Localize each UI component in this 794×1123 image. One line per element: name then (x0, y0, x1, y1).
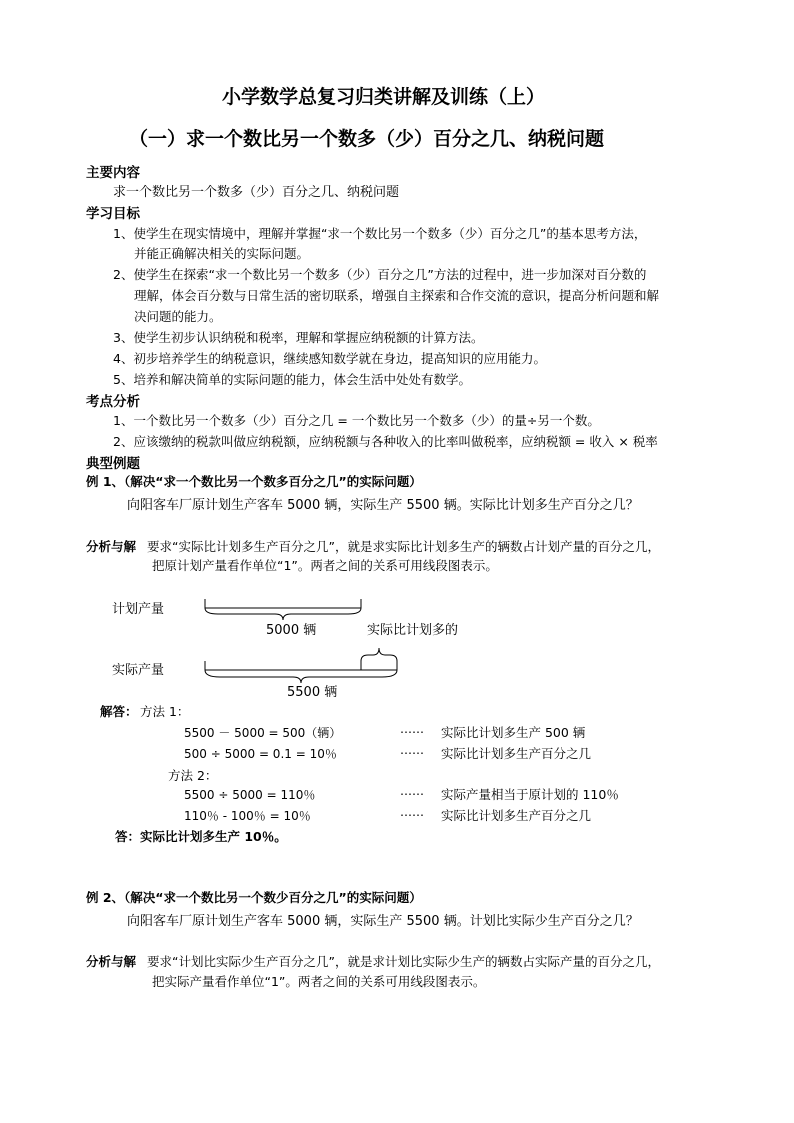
example1-analysis-line-2: 把原计划产量看作单位“1”。两者之间的关系可用线段图表示。 (152, 558, 498, 573)
example1-analysis-line-1: 要求“实际比计划多生产百分之几”，就是求实际比计划多生产的辆数占计划产量的百分之几， (147, 539, 660, 554)
main-content-text: 求一个数比另一个数多（少）百分之几、纳税问题 (113, 185, 400, 200)
example1-analysis-label: 分析与解 (86, 539, 137, 554)
example2-analysis-label: 分析与解 (86, 954, 137, 969)
method1-step-2-dots: …… (400, 743, 424, 757)
example2-analysis-line-1: 要求“计划比实际少生产百分之几”，就是求计划比实际少生产的辆数占实际产量的百分之几， (147, 954, 660, 969)
diagram-plan-value: 5000 辆 (266, 623, 317, 638)
goal-item-2-line-1: 2、使学生在探索“求一个数比另一个数多（少）百分之几”方法的过程中，进一步加深对百分数的 (113, 267, 647, 282)
analysis-heading: 考点分析 (86, 394, 140, 410)
method2-step-2-dots: …… (400, 805, 424, 819)
method1-step-2-note: 实际比计划多生产百分之几 (441, 746, 592, 761)
goal-item-5: 5、培养和解决简单的实际问题的能力，体会生活中处处有数学。 (113, 372, 471, 387)
example1-answer: 答：实际比计划多生产 10％。 (115, 829, 287, 844)
method1-step-2-expr: 500 ÷ 5000 = 0.1 = 10％ (184, 747, 337, 761)
diagram-actual-label: 实际产量 (112, 663, 165, 678)
method2-step-1-expr: 5500 ÷ 5000 = 110％ (184, 788, 316, 802)
goal-item-1-line-2: 并能正确解决相关的实际问题。 (134, 246, 310, 261)
method1-label: 方法 1： (140, 704, 190, 719)
example1-problem: 向阳客车厂原计划生产客车 5000 辆，实际生产 5500 辆。实际比计划多生产百分之几？ (127, 498, 639, 513)
goals-heading: 学习目标 (86, 206, 140, 222)
diagram-extra-label: 实际比计划多的 (367, 623, 459, 638)
method2-step-2-expr: 110％ - 100％ = 10％ (184, 809, 311, 823)
method2-step-1-dots: …… (400, 784, 424, 798)
goal-item-2-line-2: 理解，体会百分数与日常生活的密切联系，增强自主探索和合作交流的意识，提高分析问题和解 (134, 288, 660, 303)
method1-step-1-expr: 5500 － 5000 = 500（辆） (184, 726, 342, 740)
method2-step-2-note: 实际比计划多生产百分之几 (441, 808, 592, 823)
method2-label: 方法 2： (168, 768, 218, 783)
section-title: （一）求一个数比另一个数多（少）百分之几、纳税问题 (129, 128, 605, 150)
goal-item-3: 3、使学生初步认识纳税和税率，理解和掌握应纳税额的计算方法。 (113, 330, 484, 345)
diagram-plan-label: 计划产量 (112, 602, 165, 617)
example2-problem: 向阳客车厂原计划生产客车 5000 辆，实际生产 5500 辆。计划比实际少生产百分之几？ (127, 914, 639, 929)
examples-heading: 典型例题 (86, 456, 140, 472)
example2-analysis-line-2: 把实际产量看作单位“1”。两者之间的关系可用线段图表示。 (152, 974, 486, 989)
analysis-item-1: 1、一个数比另一个数多（少）百分之几 = 一个数比另一个数多（少）的量÷另一个数。 (113, 413, 600, 428)
goal-item-4: 4、初步培养学生的纳税意识，继续感知数学就在身边，提高知识的应用能力。 (113, 351, 546, 366)
method2-step-1-note: 实际产量相当于原计划的 110％ (441, 787, 619, 802)
method1-step-1-note: 实际比计划多生产 500 辆 (441, 725, 586, 740)
goal-item-1-line-1: 1、使学生在现实情境中，理解并掌握“求一个数比另一个数多（少）百分之几”的基本思考方法， (113, 226, 647, 241)
example1-title: 例 1、（解决“求一个数比另一个数多百分之几”的实际问题） (86, 474, 422, 489)
main-content-heading: 主要内容 (86, 165, 140, 181)
page-title: 小学数学总复习归类讲解及训练（上） (222, 86, 546, 108)
diagram-actual-value: 5500 辆 (287, 685, 338, 700)
solution-label: 解答： (100, 704, 138, 719)
goal-item-2-line-3: 决问题的能力。 (134, 309, 222, 324)
analysis-item-2: 2、应该缴纳的税款叫做应纳税额，应纳税额与各种收入的比率叫做税率，应纳税额 = 收入 × 税率 (113, 434, 658, 449)
method1-step-1-dots: …… (400, 722, 424, 736)
example2-title: 例 2、（解决“求一个数比另一个数少百分之几”的实际问题） (86, 890, 422, 905)
